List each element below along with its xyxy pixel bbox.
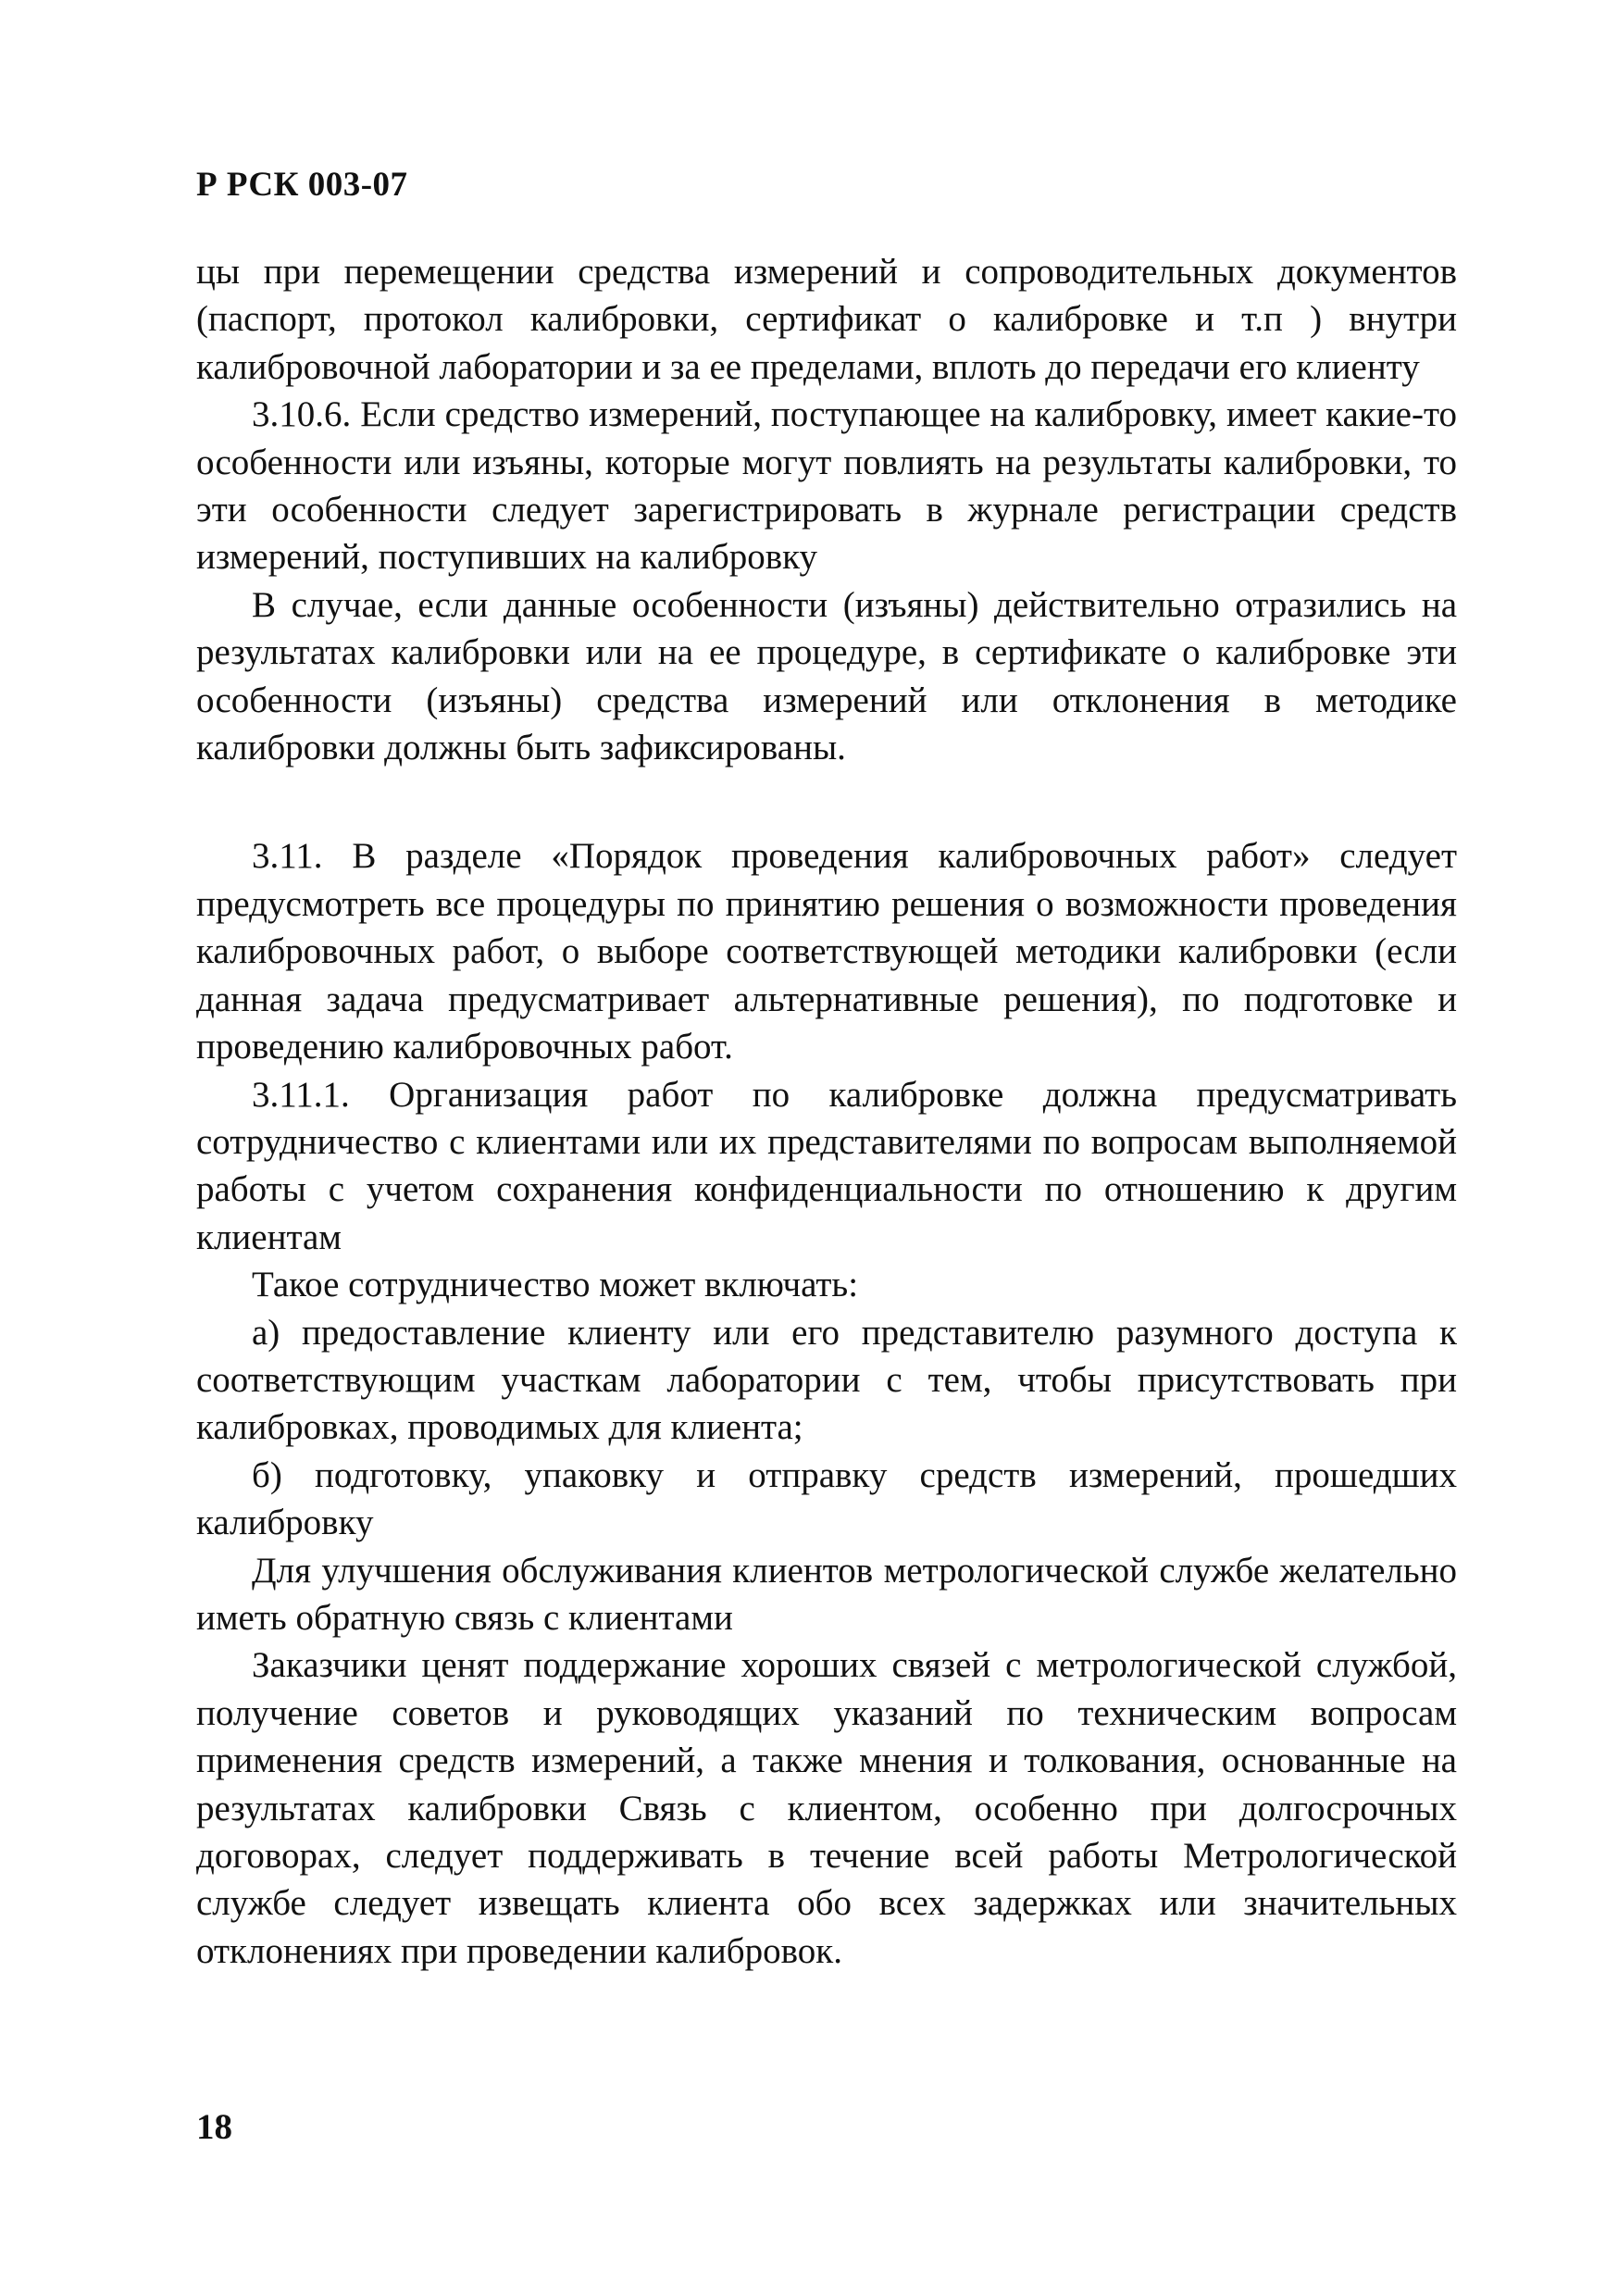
paragraph-3-11-1: 3.11.1. Организация работ по калибровке должна предусматривать сотрудничество с клиентами или их представителями по вопросам выполняемой работы с учетом сохранения конфиденциальности по отношению к другим клиентам xyxy=(196,1074,1457,1257)
paragraph-defects: В случае, если данные особенности (изъяны) действительно отразились на результатах калибровки или на ее процедуре, в сертификате о калибровке эти особенности (изъяны) средства измерений или отклонения в методике калибровки должны быть зафиксированы. xyxy=(196,584,1457,768)
paragraph-continuation: цы при перемещении средства измерений и сопроводительных документов (паспорт, протокол калибровки, сертификат о калибровке и т.п ) внутри калибровочной лаборатории и за ее пределами, вплоть до передачи его клиенту xyxy=(196,252,1457,387)
paragraph-feedback: Для улучшения обслуживания клиентов метрологической службе желательно иметь обратную связь с клиентами xyxy=(196,1550,1457,1638)
list-item-a: а) предоставление клиенту или его представителю разумного доступа к соответствующим участкам лаборатории с тем, чтобы присутствовать при калибровках, проводимых для клиента; xyxy=(196,1312,1457,1448)
paragraph-cooperation-intro: Такое сотрудничество может включать: xyxy=(252,1265,859,1305)
paragraph-3-10-6: 3.10.6. Если средство измерений, поступающее на калибровку, имеет какие-то особенности или изъяны, которые могут повлиять на результаты калибровки, то эти особенности следует зарегистрировать в журнале регистрации средств измерений, поступивших на калибровку xyxy=(196,394,1457,578)
list-item-b: б) подготовку, упаковку и отправку средств измерений, прошедших калибровку xyxy=(196,1454,1457,1543)
page-number: 18 xyxy=(196,2107,232,2147)
paragraph-customers: Заказчики ценят поддержание хороших связей с метрологической службой, получение советов и руководящих указаний по техническим вопросам применения средств измерений, а также мнения и толкования, основанные на результатах калибровки Связь с клиентом, особенно при долгосрочных договорах, следует поддерживать в течение всей работы Метрологической службе следует извещать клиента обо всех задержках или значительных отклонениях при проведении калибровок. xyxy=(196,1645,1457,1971)
document-body xyxy=(196,248,1457,1975)
paragraph-3-11: 3.11. В разделе «Порядок проведения калибровочных работ» следует предусмотреть все процедуры по принятию решения о возможности проведения калибровочных работ, о выборе соответствующей методики калибровки (если данная задача предусматривает альтернативные решения), по подготовке и проведению калибровочных работ. xyxy=(196,836,1457,1067)
document-code: Р РСК 003-07 xyxy=(196,166,408,204)
